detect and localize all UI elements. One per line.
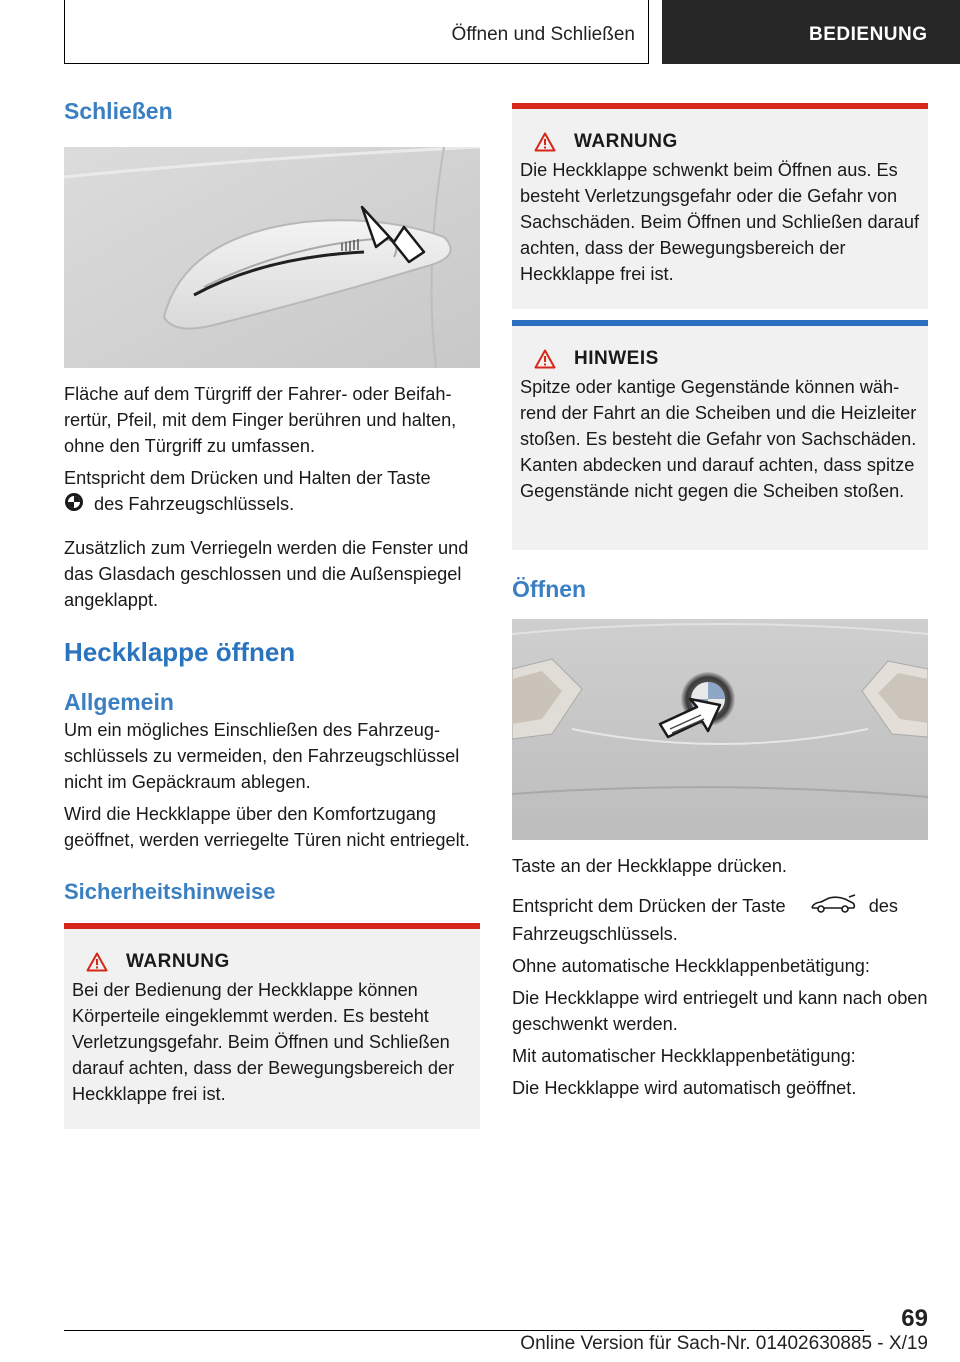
warning-triangle-icon: [534, 349, 556, 369]
para-key-after: des Fahrzeugschlüssels.: [94, 494, 295, 514]
right-column: [512, 103, 928, 1101]
note-title-right: [520, 348, 920, 370]
para-unlocked: Die Heckklappe wird entriegelt und kann nach oben geschwenkt werden.: [512, 987, 928, 1034]
warning-title-right: [520, 131, 920, 153]
door-handle-illustration: [64, 147, 480, 368]
warning-triangle-icon: [534, 132, 556, 152]
para-key-tailgate-before: Entspricht dem Drücken der Taste: [512, 896, 786, 916]
left-column: [64, 100, 480, 1129]
warning-text-left: Bei der Bedienung der Heckklappe können Körperteile eingeklemmt werden. Es besteht Verletzungsgefahr. Beim Öffnen und Schließen darauf achten, dass der Bewegungsbereich der Heckklappe frei ist.: [72, 979, 455, 1104]
para-with-auto: Mit automatischer Heckklappenbetätigung:: [512, 1045, 856, 1066]
note-box-right: [512, 320, 928, 550]
footer-divider: [64, 1330, 864, 1331]
para-key-equivalent: [64, 465, 480, 519]
tailgate-illustration: [512, 619, 928, 840]
para-key-tailgate-after: des Fahrzeugschlüssels.: [512, 896, 899, 944]
heading-heckklappe: Heckklappe öffnen: [64, 636, 296, 667]
warning-title-left: [72, 951, 472, 973]
section-tab: BEDIENUNG: [662, 0, 960, 64]
para-windows-close: Zusätzlich zum Verriegeln werden die Fenster und das Glasdach geschlossen und die Außenspiegel angeklappt.: [64, 537, 469, 610]
para-without-auto: Ohne automatische Heckklappenbetätigung:: [512, 955, 870, 976]
para-door-touch: Fläche auf dem Türgriff der Fahrer- oder Beifahrertür, Pfeil, mit dem Finger berühren und halten, ohne den Türgriff zu umfassen.: [64, 384, 457, 456]
heading-schliessen: Schließen: [64, 98, 173, 124]
warning-triangle-icon: [86, 952, 108, 972]
footer-version: Online Version für Sach-Nr. 01402630885 - X/19: [520, 1333, 928, 1354]
para-key-tailgate: [512, 893, 928, 947]
note-label-right: HINWEIS: [574, 348, 659, 369]
para-key-luggage: Um ein mögliches Einschließen des Fahrzeugschlüssels zu vermeiden, den Fahrzeugschlüssel nicht im Gepäckraum ablegen.: [64, 719, 460, 792]
heading-allgemein: Allgemein: [64, 688, 174, 715]
warning-box-left: [64, 923, 480, 1129]
heading-oeffnen: Öffnen: [512, 576, 587, 602]
warning-box-right: [512, 103, 928, 309]
warning-label-right: WARNUNG: [574, 131, 678, 152]
note-text-right: Spitze oder kantige Gegenstände können während der Fahrt an die Scheiben und die Heizleiter stoßen. Es besteht die Gefahr von Sachschäden. Kanten abdecken und darauf achten, dass spitze Gegenstände nicht gegen die Scheiben stoßen.: [520, 377, 917, 501]
para-auto-open: Die Heckklappe wird automatisch geöffnet.: [512, 1077, 857, 1098]
para-key-before: Entspricht dem Drücken und Halten der Taste: [64, 468, 431, 488]
tailgate-button-image: [512, 619, 928, 840]
bmw-logo-icon: [64, 492, 84, 519]
door-handle-image: [64, 147, 480, 368]
warning-text-right: Die Heckklappe schwenkt beim Öffnen aus. Es besteht Verletzungsgefahr oder die Gefahr von Sachschäden. Beim Öffnen und Schließen darauf achten, dass der Bewegungsbereich der Heckklappe frei ist.: [520, 160, 920, 284]
car-tailgate-icon: [809, 894, 857, 921]
warning-label-left: WARNUNG: [126, 950, 230, 972]
chapter-title: Öffnen und Schließen: [451, 24, 635, 45]
para-press-button: Taste an der Heckklappe drücken.: [512, 856, 787, 876]
page-number: 69: [901, 1305, 928, 1332]
para-comfort-access: Wird die Heckklappe über den Komfortzugang geöffnet, werden verriegelte Türen nicht entriegelt.: [64, 803, 470, 850]
heading-sicherheit: Sicherheitshinweise: [64, 878, 276, 904]
